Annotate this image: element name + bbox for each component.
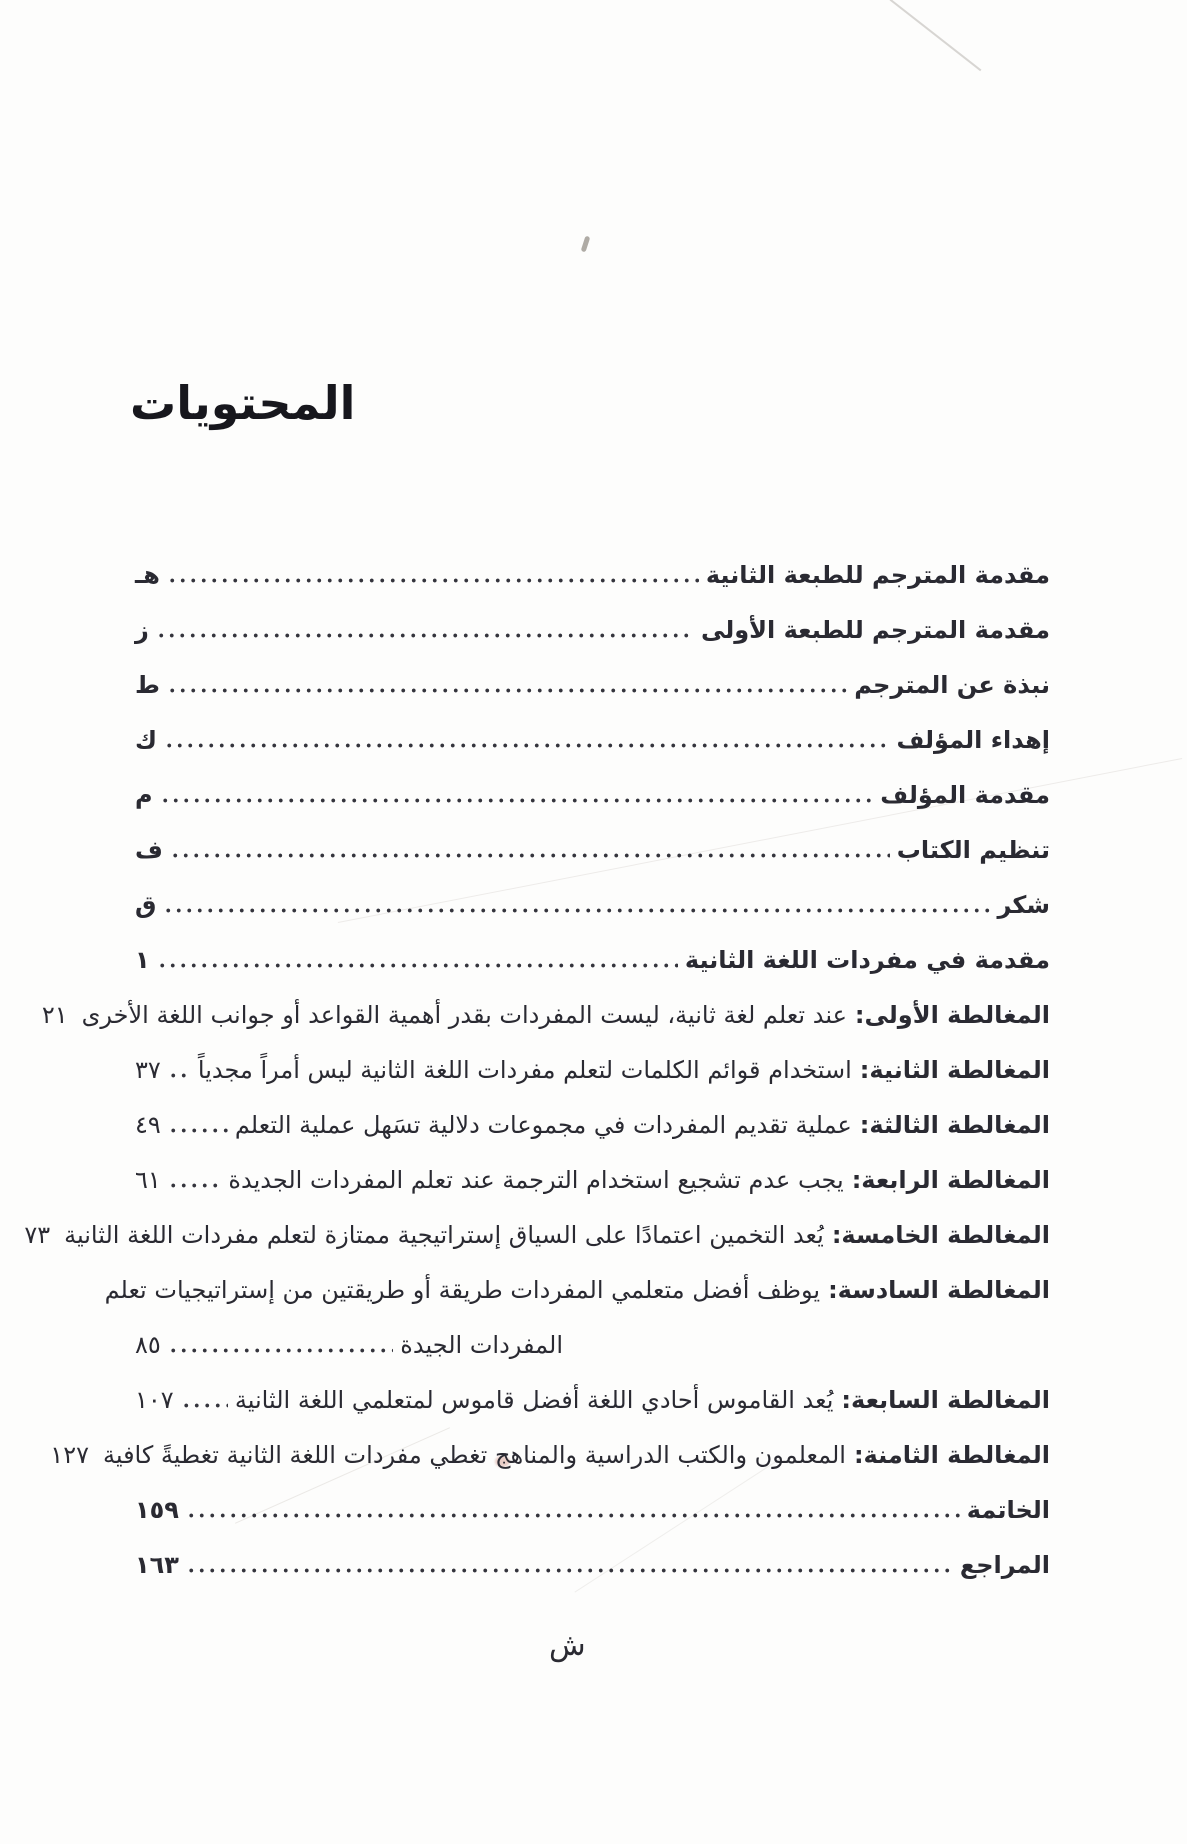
toc-row	[135, 1153, 1050, 1208]
toc-entry-text: استخدام قوائم الكلمات لتعلم مفردات اللغة الثانية ليس أمراً مجدياً	[197, 1056, 852, 1084]
page-title: المحتويات	[130, 376, 356, 430]
dot-leader	[156, 633, 694, 638]
toc-entry-title	[64, 1208, 1050, 1263]
toc-row	[135, 1483, 1050, 1538]
dot-leader	[163, 908, 990, 913]
toc-entry-text: يُعد القاموس أحادي اللغة أفضل قاموس لمتعلمي اللغة الثانية	[234, 1386, 834, 1414]
toc-entry-text: شكر	[997, 891, 1050, 919]
toc-entry-text: الخاتمة	[966, 1496, 1050, 1524]
toc-row	[135, 1373, 1050, 1428]
toc-entry-prefix: المغالطة السادسة:	[828, 1276, 1050, 1304]
dot-leader	[168, 1183, 222, 1188]
toc-entry-page: ١٦٣	[135, 1551, 179, 1579]
toc-entry-title	[685, 933, 1050, 988]
toc-entry-title	[706, 548, 1050, 603]
toc-entry-text: يُعد التخمين اعتمادًا على السياق إستراتيجية ممتازة لتعلم مفردات اللغة الثانية	[64, 1221, 824, 1249]
toc-row	[135, 713, 1050, 768]
toc-entry-text: يجب عدم تشجيع استخدام الترجمة عند تعلم المفردات الجديدة	[228, 1166, 844, 1194]
toc-entry-text: مقدمة المترجم للطبعة الأولى	[700, 616, 1050, 644]
toc-entry-title	[880, 768, 1050, 823]
toc-row	[135, 933, 1050, 988]
dot-leader	[168, 1128, 228, 1133]
toc-entry-page: ٨٥	[135, 1331, 161, 1359]
toc-entry-text: مقدمة المؤلف	[880, 781, 1050, 809]
toc-entry-page: ٧٣	[24, 1221, 51, 1249]
toc-entry-title	[103, 1428, 1050, 1483]
toc-entry-page: ٤٩	[135, 1111, 161, 1139]
toc-entry-title	[235, 1373, 1050, 1428]
toc-entry-title	[235, 1098, 1050, 1153]
dot-leader	[168, 1348, 394, 1353]
toc-entry-page: ق	[135, 891, 157, 919]
toc-entry-title	[967, 1483, 1050, 1538]
toc-entry-text: عند تعلم لغة ثانية، ليست المفردات بقدر أهمية القواعد أو جوانب اللغة الأخرى	[81, 1001, 847, 1029]
toc-entry-text: المفردات الجيدة	[400, 1331, 563, 1359]
scan-crease	[890, 0, 982, 71]
toc-entry-title	[400, 1318, 563, 1373]
toc-entry-text: المعلمون والكتب الدراسية والمناهج تغطي مفردات اللغة الثانية تغطيةً كافية	[102, 1441, 846, 1469]
toc-entry-title	[897, 823, 1050, 878]
toc-entry-title	[701, 603, 1050, 658]
toc-entry-text: عملية تقديم المفردات في مجموعات دلالية تسَهل عملية التعلم	[234, 1111, 852, 1139]
ink-speck	[581, 236, 591, 253]
toc-entry-title	[228, 1153, 1050, 1208]
toc-entry-text: تنظيم الكتاب	[896, 836, 1050, 864]
toc-entry-text: مقدمة في مفردات اللغة الثانية	[684, 946, 1050, 974]
toc-entry-page: ١	[135, 946, 150, 974]
toc-entry-prefix: المغالطة الرابعة:	[851, 1166, 1050, 1194]
toc-entry-text: المراجع	[959, 1551, 1050, 1579]
toc-entry-prefix: المغالطة السابعة:	[841, 1386, 1050, 1414]
dot-leader	[160, 798, 874, 803]
toc-entry-title	[998, 878, 1051, 933]
toc-entry-page: ز	[135, 616, 149, 644]
toc-entry-page: ١٢٧	[50, 1441, 89, 1469]
toc-entry-prefix: المغالطة الخامسة:	[831, 1221, 1050, 1249]
toc-entry-prefix: المغالطة الثانية:	[859, 1056, 1050, 1084]
toc-row	[135, 823, 1050, 878]
toc-entry-page: ط	[135, 671, 160, 699]
toc-entry-page: ٣٧	[135, 1056, 161, 1084]
toc-row	[135, 1098, 1050, 1153]
dot-leader	[186, 1568, 953, 1573]
toc-row	[135, 1043, 1050, 1098]
toc-entry-prefix: المغالطة الأولى:	[854, 1001, 1050, 1029]
toc-entry-page: ٢١	[41, 1001, 68, 1029]
toc-row	[41, 988, 1050, 1043]
toc-row	[104, 1263, 1050, 1318]
toc-row	[135, 1318, 1050, 1373]
dot-leader	[164, 743, 889, 748]
toc-row	[135, 658, 1050, 713]
toc-entry-page: ٦١	[135, 1166, 161, 1194]
toc-entry-title	[198, 1043, 1050, 1098]
dot-leader	[186, 1513, 960, 1518]
toc-entry-text: إهداء المؤلف	[896, 726, 1050, 754]
dot-leader	[157, 963, 678, 968]
toc-row	[50, 1428, 1050, 1483]
toc-row	[24, 1208, 1050, 1263]
toc-row	[135, 603, 1050, 658]
toc-row	[135, 548, 1050, 603]
toc-entry-text: مقدمة المترجم للطبعة الثانية	[705, 561, 1050, 589]
toc-entry-prefix: المغالطة الثالثة:	[859, 1111, 1050, 1139]
toc-entry-title	[896, 713, 1050, 768]
dot-leader	[168, 1073, 191, 1078]
toc-entry-page: ١٥٩	[135, 1496, 179, 1524]
toc-entry-title	[82, 988, 1050, 1043]
page-number-marker: ش	[549, 1628, 586, 1663]
toc-row	[135, 768, 1050, 823]
toc-entry-text: يوظف أفضل متعلمي المفردات طريقة أو طريقتين من إستراتيجيات تعلم	[104, 1276, 821, 1304]
dot-leader	[170, 853, 890, 858]
dot-leader	[167, 688, 847, 693]
toc-entry-prefix: المغالطة الثامنة:	[853, 1441, 1050, 1469]
toc-row	[135, 878, 1050, 933]
toc-row	[135, 1538, 1050, 1593]
table-of-contents	[24, 548, 1050, 1593]
toc-entry-title	[105, 1263, 1050, 1318]
dot-leader	[181, 1403, 228, 1408]
dot-leader	[167, 578, 699, 583]
toc-entry-text: نبذة عن المترجم	[854, 671, 1050, 699]
toc-entry-page: ١٠٧	[135, 1386, 174, 1414]
toc-entry-page: هـ	[135, 561, 160, 589]
toc-entry-title	[960, 1538, 1050, 1593]
toc-entry-page: ك	[135, 726, 157, 754]
toc-entry-page: ف	[135, 836, 163, 864]
toc-entry-title	[854, 658, 1050, 713]
toc-entry-page: م	[135, 781, 153, 809]
